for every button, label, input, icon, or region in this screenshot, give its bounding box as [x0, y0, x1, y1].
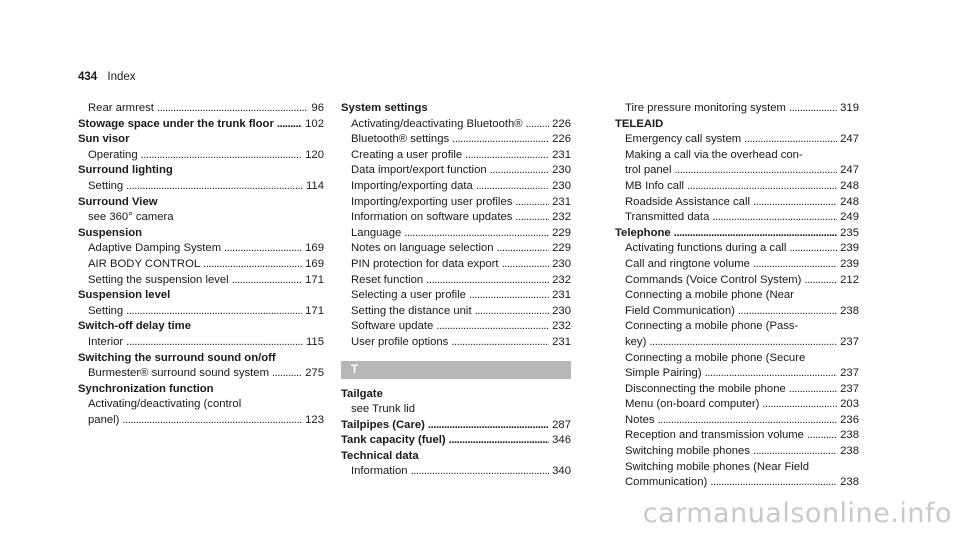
page-ref: 120 [305, 148, 324, 161]
index-column-3 [615, 101, 859, 491]
index-entry-heading [78, 117, 324, 133]
entry-text: Language [351, 226, 402, 239]
index-subentry [615, 351, 859, 367]
entry-text: Call and ringtone volume [625, 257, 750, 270]
entry-text: Activating/deactivating (control [88, 398, 242, 411]
dot-leader [449, 433, 550, 449]
entry-text: Burmester® surround sound system [88, 367, 269, 380]
index-subentry [615, 475, 859, 491]
dot-leader [744, 132, 837, 148]
entry-text: see 360° camera [88, 211, 174, 224]
page-ref: 212 [840, 273, 859, 286]
dot-leader [710, 475, 837, 491]
entry-text: Importing/exporting data [351, 179, 473, 192]
index-subentry [615, 195, 859, 211]
page-number: 434 [78, 71, 98, 83]
page-header [78, 71, 136, 83]
page-ref: 275 [305, 367, 324, 380]
page-ref: 248 [840, 195, 859, 208]
entry-text: Switching mobile phones [625, 445, 750, 458]
dot-leader [515, 210, 549, 226]
page-ref: 232 [552, 211, 571, 224]
page-ref: 346 [552, 434, 571, 447]
dot-leader [753, 257, 837, 273]
index-entry-heading [78, 382, 324, 398]
index-subentry [341, 319, 571, 335]
entry-text: Tank capacity (fuel) [341, 434, 446, 447]
dot-leader [224, 241, 302, 257]
dot-leader [705, 366, 838, 382]
dot-leader [451, 335, 549, 351]
dot-leader [411, 464, 550, 480]
dot-leader [436, 319, 549, 335]
entry-text: Reception and transmission volume [625, 429, 804, 442]
entry-text: Disconnecting the mobile phone [625, 382, 786, 395]
index-subentry [615, 257, 859, 273]
entry-text: Stowage space under the trunk floor [78, 117, 274, 130]
entry-text: Notes [625, 413, 655, 426]
dot-leader [674, 226, 837, 242]
dot-leader [490, 163, 550, 179]
page-label: Index [107, 71, 136, 83]
entry-text: Emergency call system [625, 133, 742, 146]
page-ref: 238 [840, 445, 859, 458]
page-ref: 236 [840, 413, 859, 426]
dot-leader [232, 273, 302, 289]
index-subentry [615, 319, 859, 335]
index-subentry [615, 335, 859, 351]
dot-leader [687, 179, 837, 195]
page-ref: 232 [552, 320, 571, 333]
dot-leader [277, 117, 302, 133]
entry-text: Switching the surround sound on/off [78, 351, 276, 364]
entry-text: Switch-off delay time [78, 320, 191, 333]
page-ref: 235 [840, 226, 859, 239]
page-ref: 237 [840, 335, 859, 348]
dot-leader [789, 382, 837, 398]
index-entry-heading [78, 132, 324, 148]
index-subentry [341, 402, 571, 418]
dot-leader [426, 273, 549, 289]
index-entry-heading [341, 449, 571, 465]
entry-text: Menu (on-board computer) [625, 398, 760, 411]
entry-text: Making a call via the overhead con- [625, 148, 803, 161]
dot-leader [469, 288, 549, 304]
dot-leader [753, 195, 837, 211]
index-entry-heading [341, 387, 571, 403]
index-subentry [615, 444, 859, 460]
dot-leader [126, 304, 302, 320]
entry-text: Field Communication) [625, 304, 735, 317]
index-subentry [341, 163, 571, 179]
entry-text: Surround View [78, 195, 158, 208]
index-subentry [341, 335, 571, 351]
index-subentry [615, 148, 859, 164]
dot-leader [789, 241, 837, 257]
page-ref: 319 [840, 102, 859, 114]
page-ref: 340 [552, 465, 571, 478]
index-entry-heading [78, 319, 324, 335]
page-ref: 115 [305, 335, 324, 348]
index-subentry [615, 397, 859, 413]
page-ref: 226 [552, 133, 571, 146]
index-subentry [615, 210, 859, 226]
entry-text: Data import/export function [351, 164, 487, 177]
page-ref: 229 [552, 242, 571, 255]
index-column-2 [341, 101, 571, 480]
entry-text: panel) [88, 413, 120, 426]
dot-leader [515, 195, 549, 211]
index-entry-heading [78, 351, 324, 367]
page-ref: 237 [840, 367, 859, 380]
entry-text: Commands (Voice Control System) [625, 273, 802, 286]
page-ref: 232 [552, 273, 571, 286]
entry-text: Communication) [625, 476, 708, 489]
page-ref: 230 [552, 179, 571, 192]
entry-text: Connecting a mobile phone (Secure [625, 351, 806, 364]
dot-leader [804, 273, 837, 289]
dot-leader [157, 101, 309, 117]
entry-text: MB Info call [625, 179, 685, 192]
index-subentry [341, 241, 571, 257]
index-subentry [341, 273, 571, 289]
page-ref: 171 [305, 304, 324, 317]
entry-text: Setting the suspension level [88, 273, 229, 286]
index-subentry [615, 179, 859, 195]
index-subentry [78, 179, 324, 195]
page-ref: 123 [305, 413, 324, 426]
index-subentry [78, 101, 324, 117]
page-ref: 230 [552, 164, 571, 177]
page-ref: 247 [840, 133, 859, 146]
page-ref: 96 [311, 102, 324, 114]
page-ref: 169 [305, 242, 324, 255]
dot-leader [526, 117, 550, 133]
entry-text: Switching mobile phones (Near Field [625, 460, 809, 473]
dot-leader [712, 210, 837, 226]
index-subentry [615, 304, 859, 320]
index-entry-heading [341, 101, 571, 117]
entry-text: System settings [341, 102, 428, 114]
index-subentry [78, 148, 324, 164]
entry-text: Surround lighting [78, 164, 173, 177]
index-entry-heading [78, 195, 324, 211]
page-ref: 114 [305, 179, 324, 192]
index-subentry [78, 366, 324, 382]
page-ref: 231 [552, 195, 571, 208]
page-ref: 247 [840, 164, 859, 177]
page-ref: 287 [552, 418, 571, 431]
entry-text: Suspension level [78, 289, 171, 302]
dot-leader [502, 257, 550, 273]
index-subentry [615, 382, 859, 398]
page-ref: 231 [552, 289, 571, 302]
entry-text: Tailpipes (Care) [341, 418, 425, 431]
entry-text: AIR BODY CONTROL [88, 257, 201, 270]
index-subentry [341, 288, 571, 304]
entry-text: Technical data [341, 449, 419, 462]
index-subentry [78, 210, 324, 226]
page-ref: 229 [552, 226, 571, 239]
dot-leader [465, 148, 549, 164]
index-subentry [78, 273, 324, 289]
page-ref: 171 [305, 273, 324, 286]
dot-leader [126, 335, 303, 351]
index-subentry [615, 273, 859, 289]
index-subentry [341, 179, 571, 195]
dot-leader [203, 257, 302, 273]
index-subentry [341, 132, 571, 148]
index-subentry [341, 226, 571, 242]
entry-text: Connecting a mobile phone (Near [625, 289, 794, 302]
entry-text: Operating [88, 148, 138, 161]
index-column-1 [78, 101, 324, 428]
entry-text: Synchronization function [78, 382, 214, 395]
entry-text: Transmitted data [625, 211, 710, 224]
index-subentry [615, 101, 859, 117]
entry-text: trol panel [625, 164, 672, 177]
entry-text: Setting [88, 304, 124, 317]
index-subentry [341, 464, 571, 480]
entry-text: Activating functions during a call [625, 242, 787, 255]
page-ref: 238 [840, 429, 859, 442]
entry-text: Suspension [78, 226, 143, 239]
index-subentry [615, 428, 859, 444]
page-ref: 238 [840, 476, 859, 489]
entry-text: Rear armrest [88, 102, 154, 114]
index-subentry [615, 241, 859, 257]
dot-leader [452, 132, 549, 148]
entry-text: Information [351, 465, 408, 478]
entry-text: key) [625, 335, 647, 348]
entry-text: see Trunk lid [351, 403, 416, 416]
dot-leader [428, 418, 549, 434]
index-subentry [615, 460, 859, 476]
watermark-text: carmanualsonline.info [642, 498, 952, 529]
entry-text: Setting the distance unit [351, 304, 472, 317]
entry-text: User profile options [351, 335, 449, 348]
index-subentry [615, 288, 859, 304]
dot-leader [807, 428, 837, 444]
dot-leader [753, 444, 837, 460]
dot-leader [141, 148, 303, 164]
entry-text: PIN protection for data export [351, 257, 499, 270]
page-ref: 231 [552, 148, 571, 161]
index-entry-heading [78, 163, 324, 179]
index-subentry [341, 304, 571, 320]
index-subentry [341, 257, 571, 273]
index-subentry [615, 163, 859, 179]
entry-text: Activating/deactivating Bluetooth® [351, 117, 523, 130]
entry-text: Importing/exporting user profiles [351, 195, 513, 208]
index-entry-heading [78, 288, 324, 304]
page-ref: 238 [840, 304, 859, 317]
entry-text: Reset function [351, 273, 424, 286]
page-ref: 169 [305, 257, 324, 270]
entry-text: Notes on language selection [351, 242, 494, 255]
index-subentry [78, 241, 324, 257]
page-ref: 237 [840, 382, 859, 395]
dot-leader [649, 335, 837, 351]
entry-text: Roadside Assistance call [625, 195, 750, 208]
index-subentry [341, 117, 571, 133]
index-subentry [615, 366, 859, 382]
index-subentry [78, 335, 324, 351]
dot-leader [126, 179, 303, 195]
dot-leader [475, 304, 550, 320]
dot-leader [789, 101, 837, 117]
page-ref: 231 [552, 335, 571, 348]
entry-text: Setting [88, 179, 124, 192]
index-subentry [341, 195, 571, 211]
page-ref: 230 [552, 304, 571, 317]
entry-text: Software update [351, 320, 434, 333]
page-ref: 230 [552, 257, 571, 270]
entry-text: Information on software updates [351, 211, 513, 224]
page-ref: 203 [840, 398, 859, 411]
letter-heading-t: T [341, 361, 571, 379]
page-ref: 239 [840, 257, 859, 270]
entry-text: TELEAID [615, 117, 664, 130]
entry-text: Simple Pairing) [625, 367, 702, 380]
dot-leader [674, 163, 837, 179]
page-ref: 249 [840, 211, 859, 224]
dot-leader [762, 397, 837, 413]
entry-text: Bluetooth® settings [351, 133, 450, 146]
index-subentry [78, 413, 324, 429]
dot-leader [122, 413, 302, 429]
page-ref: 226 [552, 117, 571, 130]
index-subentry [78, 257, 324, 273]
entry-text: Tailgate [341, 387, 383, 400]
page-ref: 102 [305, 117, 324, 130]
index-entry-heading [78, 226, 324, 242]
entry-text: Sun visor [78, 133, 130, 146]
index-entry-heading [615, 117, 859, 133]
index-subentry [615, 132, 859, 148]
entry-text: Telephone [615, 226, 671, 239]
entry-text: Creating a user profile [351, 148, 463, 161]
entry-text: Interior [88, 335, 124, 348]
index-subentry [615, 413, 859, 429]
dot-leader [738, 304, 837, 320]
index-entry-heading [341, 433, 571, 449]
dot-leader [497, 241, 550, 257]
page-ref: 248 [840, 179, 859, 192]
entry-text: Selecting a user profile [351, 289, 466, 302]
dot-leader [272, 366, 302, 382]
page-ref: 239 [840, 242, 859, 255]
entry-text: Adaptive Damping System [88, 242, 222, 255]
index-subentry [78, 397, 324, 413]
entry-text: Connecting a mobile phone (Pass- [625, 320, 799, 333]
dot-leader [404, 226, 549, 242]
index-subentry [341, 210, 571, 226]
index-subentry [78, 304, 324, 320]
index-entry-heading [615, 226, 859, 242]
index-subentry [341, 148, 571, 164]
dot-leader [476, 179, 549, 195]
entry-text: Tire pressure monitoring system [625, 102, 786, 114]
index-entry-heading [341, 418, 571, 434]
dot-leader [658, 413, 838, 429]
